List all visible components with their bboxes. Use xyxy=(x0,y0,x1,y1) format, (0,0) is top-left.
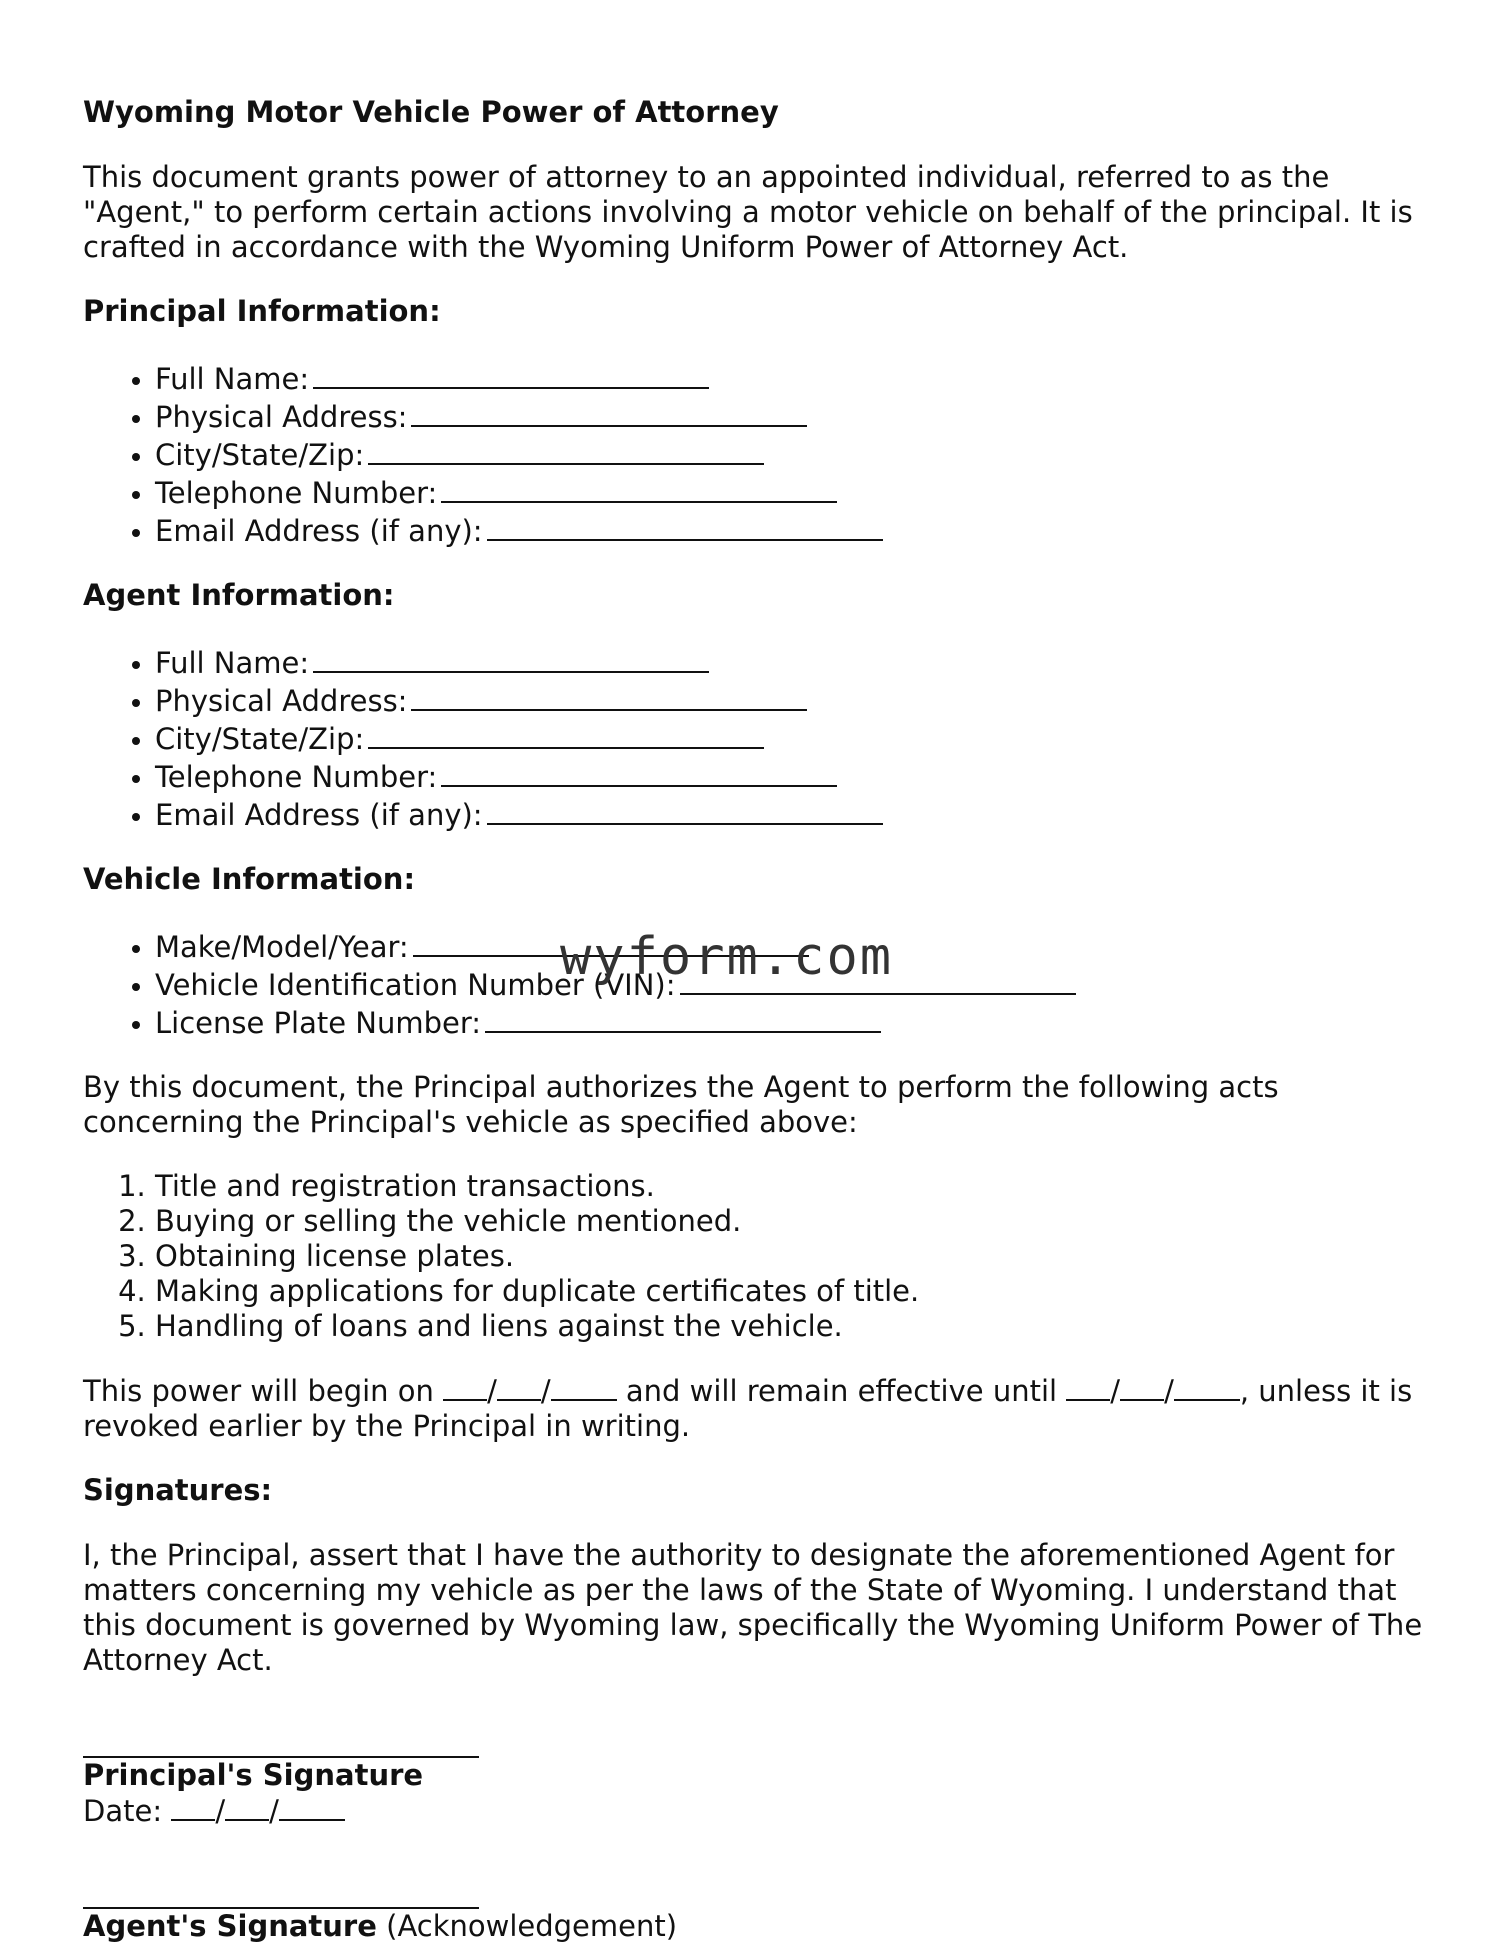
agent-full-name-blank[interactable] xyxy=(313,643,709,673)
end-month-blank[interactable] xyxy=(1066,1373,1110,1401)
intro-paragraph: This document grants power of attorney to an appointed individual, referred to as the "Agent," to perform certain actions involving a motor vehicle on behalf of the principal. It is crafted in accordance with the Wyoming Uniform Power of Attorney Act. xyxy=(83,160,1413,264)
field-label: Physical Address: xyxy=(155,684,408,718)
agent-signature-note: (Acknowledgement) xyxy=(386,1909,678,1943)
begin-day-blank[interactable] xyxy=(497,1373,541,1401)
agent-city-blank[interactable] xyxy=(368,719,764,749)
agent-city-field xyxy=(155,719,1423,757)
agent-email-field xyxy=(155,795,1423,833)
term-paragraph: This power will begin on / / and will remain effective until / / , unless it is revoked earlier by the Principal in writing. xyxy=(83,1374,1413,1443)
term-begin-text: This power will begin on xyxy=(83,1374,434,1408)
vehicle-heading: Vehicle Information: xyxy=(83,862,416,896)
act-item: 2. Buying or selling the vehicle mentioned. xyxy=(155,1204,1423,1239)
principal-fields xyxy=(83,359,1423,549)
field-label: Full Name: xyxy=(155,646,310,680)
document-title: Wyoming Motor Vehicle Power of Attorney xyxy=(83,95,779,129)
agent-signature-line[interactable] xyxy=(83,1879,479,1909)
sign-month-blank[interactable] xyxy=(171,1793,215,1821)
watermark: wyform.com xyxy=(560,927,894,987)
document-page xyxy=(83,95,1423,1944)
agent-phone-field xyxy=(155,757,1423,795)
principal-phone-field xyxy=(155,473,1423,511)
principal-phone-blank[interactable] xyxy=(441,473,837,503)
principal-signature-label: Principal's Signature xyxy=(83,1758,424,1792)
field-label: Telephone Number: xyxy=(155,760,438,794)
principal-date-row: Date: / / xyxy=(83,1793,1423,1829)
agent-heading: Agent Information: xyxy=(83,578,395,612)
principal-heading: Principal Information: xyxy=(83,294,441,328)
end-day-blank[interactable] xyxy=(1120,1373,1164,1401)
begin-month-blank[interactable] xyxy=(443,1373,487,1401)
term-end-text: unless it is revoked earlier by the Principal in writing. xyxy=(83,1374,1413,1443)
sign-year-blank[interactable] xyxy=(279,1793,345,1821)
authorized-acts-list xyxy=(83,1169,1423,1344)
principal-email-blank[interactable] xyxy=(487,511,883,541)
field-label: Physical Address: xyxy=(155,400,408,434)
principal-signature-block xyxy=(83,1728,1423,1829)
field-label: City/State/Zip: xyxy=(155,722,365,756)
agent-signature-block xyxy=(83,1879,1423,1944)
agent-email-blank[interactable] xyxy=(487,795,883,825)
field-label: Full Name: xyxy=(155,362,310,396)
agent-full-name-field xyxy=(155,643,1423,681)
signatures-heading: Signatures: xyxy=(83,1473,273,1507)
field-label: Make/Model/Year: xyxy=(155,930,409,964)
field-label: City/State/Zip: xyxy=(155,438,365,472)
principal-address-field xyxy=(155,397,1423,435)
field-label: Email Address (if any): xyxy=(155,514,483,548)
agent-phone-blank[interactable] xyxy=(441,757,837,787)
vehicle-plate-field xyxy=(155,1003,1423,1041)
sign-day-blank[interactable] xyxy=(225,1793,269,1821)
signatures-statement: I, the Principal, assert that I have the authority to designate the aforementioned Agent for matters concerning my vehicle as per the laws of the State of Wyoming. I understand that this document is governed by Wyoming law, specifically the Wyoming Uniform Power of The Attorney Act. xyxy=(83,1538,1423,1677)
act-item: 4. Making applications for duplicate certificates of title. xyxy=(155,1274,1423,1309)
act-item: 1. Title and registration transactions. xyxy=(155,1169,1423,1204)
term-middle-text: and will remain effective until xyxy=(625,1374,1058,1408)
field-label: License Plate Number: xyxy=(155,1006,482,1040)
principal-signature-line[interactable] xyxy=(83,1728,479,1758)
vehicle-plate-blank[interactable] xyxy=(485,1003,881,1033)
principal-city-field xyxy=(155,435,1423,473)
agent-address-blank[interactable] xyxy=(411,681,807,711)
principal-email-field xyxy=(155,511,1423,549)
principal-city-blank[interactable] xyxy=(368,435,764,465)
end-year-blank[interactable] xyxy=(1174,1373,1240,1401)
authorization-paragraph: By this document, the Principal authorizes the Agent to perform the following acts concerning the Principal's vehicle as specified above: xyxy=(83,1070,1279,1139)
agent-address-field xyxy=(155,681,1423,719)
principal-full-name-blank[interactable] xyxy=(313,359,709,389)
act-item: 5. Handling of loans and liens against the vehicle. xyxy=(155,1309,1423,1344)
principal-full-name-field xyxy=(155,359,1423,397)
principal-address-blank[interactable] xyxy=(411,397,807,427)
field-label: Vehicle Identification Number (VIN): xyxy=(155,968,676,1002)
act-item: 3. Obtaining license plates. xyxy=(155,1239,1423,1274)
field-label: Telephone Number: xyxy=(155,476,438,510)
field-label: Email Address (if any): xyxy=(155,798,483,832)
agent-signature-label: Agent's Signature xyxy=(83,1909,377,1943)
begin-year-blank[interactable] xyxy=(551,1373,617,1401)
agent-fields xyxy=(83,643,1423,833)
agent-signature-row xyxy=(83,1909,1423,1944)
date-label: Date: xyxy=(83,1794,163,1828)
